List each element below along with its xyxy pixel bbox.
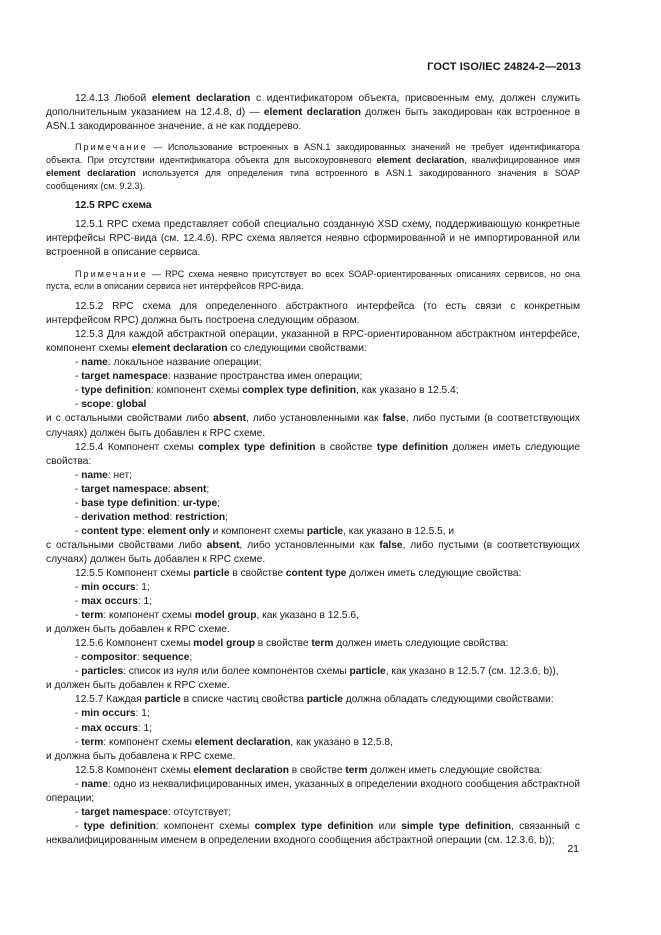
list-item: - term: компонент схемы element declaration, как указано в 12.5.8,	[75, 736, 393, 748]
paragraph-12-4-13: 12.4.13 Любой element declaration с идентификатором объекта, присвоенным ему, должен служить дополнительным указанием на 12.4.8, d) — element declaration должен быть закодирован как встроенное в ASN.1 закодированное значение, а не как поддерево.	[46, 93, 581, 133]
paragraph-continuation: и должен быть добавлен к RPC схеме.	[46, 680, 230, 692]
note-2: Примечание — RPC схема неявно присутствует во всех SOAP-ориентированных описаниях сервисов, но она пуста, если в описании сервиса нет интерфейсов RPC-вида.	[46, 268, 580, 292]
page-content	[46, 92, 580, 848]
paragraph-12-5-4: 12.5.4 Компонент схемы complex type definition в свойстве type definition должен иметь следующие свойства:	[46, 441, 580, 467]
list-item: - compositor: sequence;	[75, 652, 193, 664]
paragraph-continuation: и должна быть добавлена к RPC схеме.	[46, 750, 236, 762]
paragraph-12-5-1: 12.5.1 RPC схема представляет собой специально созданную XSD схему, поддерживающую конкретные интерфейсы RPC-вида (см. 12.4.6). RPC схема является неявно сформированной и не импортированной или встроенной в описание сервиса.	[46, 219, 580, 259]
list-item: - target namespace: отсутствует;	[75, 806, 232, 818]
note-1: Примечание — Использование встроенных в ASN.1 закодированных значений не требует идентификатора объекта. При отсутствии идентификатора объекта для высокоуровневого element declaration, квалифицированное имя element declaration используется для определения типа встроенного в ASN.1 закодированного значения в SOAP сообщениях (см. 9.2.3).	[46, 142, 580, 191]
paragraph-12-5-6: 12.5.6 Компонент схемы model group в свойстве term должен иметь следующие свойства:	[75, 638, 509, 650]
paragraph-12-5-7: 12.5.7 Каждая particle в списке частиц свойства particle должна обладать следующими свойствами:	[75, 694, 554, 706]
paragraph-continuation: с остальными свойствами либо absent, либо установленными как false, либо пустыми (в соответствующих случаях) должен быть добавлен к RPC схеме.	[46, 539, 581, 565]
page-number: 21	[567, 843, 579, 855]
list-item: - name: локальное название операции;	[75, 357, 262, 369]
list-item: - max occurs: 1;	[75, 596, 153, 608]
paragraph-12-5-8: 12.5.8 Компонент схемы element declaration в свойстве term должен иметь следующие свойства:	[75, 764, 543, 776]
paragraph-12-5-2: 12.5.2 RPC схема для определенного абстрактного интерфейса (то есть связи с конкретным интерфейсом RPC) должна быть построена следующим образом.	[46, 301, 580, 327]
section-heading: 12.5 RPC схема	[75, 200, 152, 212]
list-item: - target namespace: название пространства имен операции;	[75, 371, 363, 383]
list-item: - type definition: компонент схемы complex type definition, как указано в 12.5.4;	[75, 385, 459, 397]
list-item: - min occurs: 1;	[75, 582, 150, 594]
list-item: - target namespace: absent;	[75, 483, 210, 495]
list-item: - derivation method: restriction;	[75, 511, 228, 523]
paragraph-12-5-3: 12.5.3 Для каждой абстрактной операции, указанной в RPC-ориентированном абстрактном интерфейсе, компонент схемы element declaration со следующими свойствами:	[46, 329, 580, 355]
paragraph-continuation: и должен быть добавлен к RPC схеме.	[46, 624, 230, 636]
list-item: - content type: element only и компонент схемы particle, как указано в 12.5.5, и	[75, 525, 455, 537]
list-item: - name: нет;	[75, 469, 132, 481]
paragraph-continuation: и с остальными свойствами либо absent, либо установленными как false, либо пустыми (в соответствующих случаях) должен быть добавлен к RPC схеме.	[46, 413, 581, 439]
list-item: - type definition: компонент схемы complex type definition или simple type definition, связанный с неквалифицированным именем в определении входного сообщения абстрактной операции (см. 12.3.6, b));	[46, 820, 580, 846]
list-item: - term: компонент схемы model group, как указано в 12.5.6,	[75, 610, 359, 622]
list-item: - min occurs: 1;	[75, 708, 150, 720]
list-item: - scope: global	[75, 399, 147, 411]
list-item: - max occurs: 1;	[75, 722, 153, 734]
list-item: - base type definition: ur-type;	[75, 497, 220, 509]
list-item: - name: одно из неквалифицированных имен, указанных в определении входного сообщения абстрактной операции;	[46, 778, 580, 804]
document-header: ГОСТ ISO/IEC 24824-2—2013	[427, 61, 581, 73]
paragraph-12-5-5: 12.5.5 Компонент схемы particle в свойстве content type должен иметь следующие свойства:	[75, 568, 522, 579]
list-item: - particles: список из нуля или более компонентов схемы particle, как указано в 12.5.7 (см. 12.3.6, b)),	[75, 666, 559, 678]
